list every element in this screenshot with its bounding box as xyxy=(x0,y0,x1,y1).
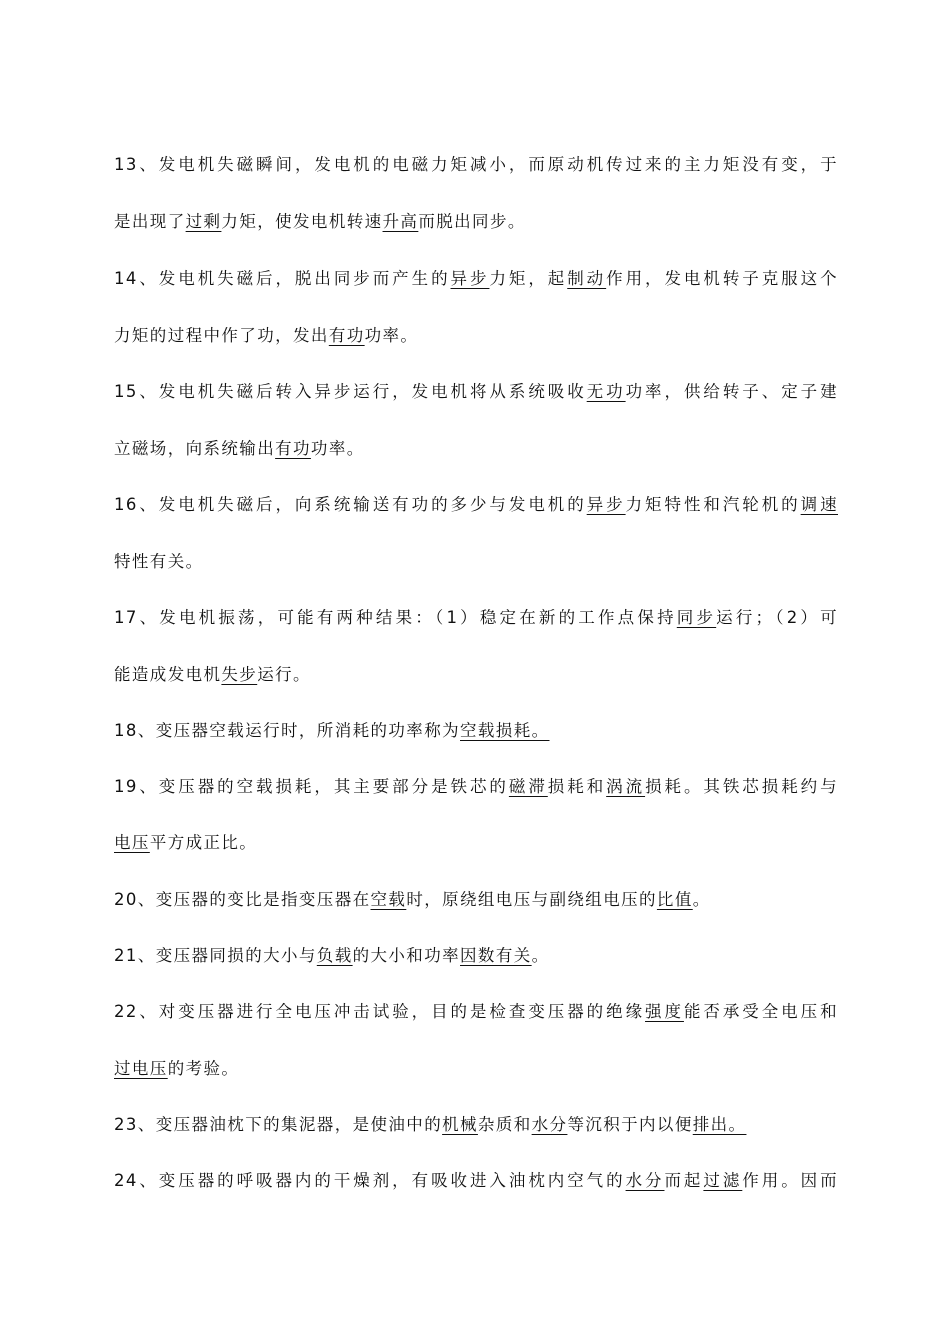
answer-blank: 异步 xyxy=(586,495,626,514)
text-line xyxy=(114,1058,838,1080)
line-text: 立磁场，向系统输出 xyxy=(114,439,276,458)
line-text: 的大小和功率 xyxy=(352,946,461,965)
line-text: 作用。因而 xyxy=(742,1171,838,1190)
text-line xyxy=(114,776,838,798)
text-line xyxy=(114,551,838,573)
text-line xyxy=(114,720,838,742)
line-text: 力矩的过程中作了功，发出 xyxy=(114,326,329,345)
answer-blank: 同步 xyxy=(676,608,717,627)
answer-blank: 涡流 xyxy=(606,777,646,796)
answer-blank: 电压 xyxy=(114,833,150,852)
line-text: 杂质和 xyxy=(477,1115,532,1134)
line-text: 17、发电机振荡，可能有两种结果：（1）稳定在新的工作点保持 xyxy=(114,608,677,627)
line-text: 而脱出同步。 xyxy=(418,212,526,231)
text-line xyxy=(114,494,838,516)
answer-blank: 磁滞 xyxy=(508,777,548,796)
answer-blank: 空载损耗。 xyxy=(460,721,550,740)
line-text: 15、发电机失磁后转入异步运行，发电机将从系统吸收 xyxy=(114,382,587,401)
line-text: 是出现了 xyxy=(114,212,186,231)
answer-blank: 强度 xyxy=(645,1002,684,1021)
text-line xyxy=(114,832,838,854)
answer-blank: 水分 xyxy=(625,1171,665,1190)
answer-blank: 过电压 xyxy=(114,1059,168,1078)
answer-blank: 过滤 xyxy=(703,1171,743,1190)
line-text: 19、变压器的空载损耗，其主要部分是铁芯的 xyxy=(114,777,509,796)
line-text: 力矩特性和汽轮机的 xyxy=(625,495,801,514)
text-line xyxy=(114,268,838,290)
answer-blank: 有功 xyxy=(328,326,365,345)
answer-blank: 过剩 xyxy=(185,212,222,231)
line-text: 特性有关。 xyxy=(114,552,204,571)
answer-blank: 空载 xyxy=(370,890,407,909)
line-text: 22、对变压器进行全电压冲击试验，目的是检查变压器的绝缘 xyxy=(114,1002,646,1021)
line-text: 21、变压器同损的大小与 xyxy=(114,946,317,965)
answer-blank: 水分 xyxy=(531,1115,568,1134)
text-line xyxy=(114,381,838,403)
answer-blank: 失步 xyxy=(221,665,258,684)
text-line xyxy=(114,664,838,686)
text-line xyxy=(114,154,838,176)
line-text: 16、发电机失磁后，向系统输送有功的多少与发电机的 xyxy=(114,495,587,514)
line-text: 力矩，起 xyxy=(489,269,568,288)
line-text: 功率。 xyxy=(310,439,365,458)
answer-blank: 调速 xyxy=(800,495,838,514)
answer-blank: 机械 xyxy=(442,1115,478,1134)
answer-blank: 排出。 xyxy=(692,1115,747,1134)
line-text: 的考验。 xyxy=(167,1059,240,1078)
text-line xyxy=(114,211,838,233)
line-text: 。 xyxy=(692,890,711,909)
line-text: 损耗和 xyxy=(547,777,607,796)
line-text: 。 xyxy=(531,946,550,965)
line-text: 损耗。其铁芯损耗约与 xyxy=(645,777,838,796)
text-line xyxy=(114,325,838,347)
line-text: 时，原绕组电压与副绕组电压的 xyxy=(406,890,657,909)
line-text: 运行。 xyxy=(257,665,311,684)
line-text: 作用，发电机转子克服这个 xyxy=(606,269,838,288)
text-line xyxy=(114,889,838,911)
line-text: 20、变压器的变比是指变压器在 xyxy=(114,890,371,909)
answer-blank: 升高 xyxy=(382,212,419,231)
answer-blank: 异步 xyxy=(450,269,490,288)
line-text: 23、变压器油枕下的集泥器，是使油中的 xyxy=(114,1115,443,1134)
text-line xyxy=(114,1001,838,1023)
answer-blank: 因数有关 xyxy=(460,946,532,965)
line-text: 能造成发电机 xyxy=(114,665,222,684)
line-text: 平方成正比。 xyxy=(149,833,258,852)
answer-blank: 制动 xyxy=(567,269,607,288)
answer-blank: 有功 xyxy=(275,439,311,458)
line-text: 24、变压器的呼吸器内的干燥剂，有吸收进入油枕内空气的 xyxy=(114,1171,626,1190)
line-text: 而起 xyxy=(664,1171,704,1190)
line-text: 13、发电机失磁瞬间，发电机的电磁力矩减小，而原动机传过来的主力矩没有变，于 xyxy=(114,155,838,174)
line-text: 功率。 xyxy=(364,326,419,345)
text-line xyxy=(114,945,838,967)
line-text: 18、变压器空载运行时，所消耗的功率称为 xyxy=(114,721,460,740)
line-text: 运行；（2）可 xyxy=(716,608,838,627)
line-text: 能否承受全电压和 xyxy=(683,1002,838,1021)
answer-blank: 比值 xyxy=(656,890,693,909)
line-text: 功率，供给转子、定子建 xyxy=(625,382,838,401)
answer-blank: 负载 xyxy=(316,946,353,965)
answer-blank: 无功 xyxy=(586,382,626,401)
text-line xyxy=(114,1170,838,1192)
line-text: 等沉积于内以便 xyxy=(567,1115,693,1134)
line-text: 力矩，使发电机转速 xyxy=(221,212,383,231)
text-line xyxy=(114,438,838,460)
text-line xyxy=(114,1114,838,1136)
line-text: 14、发电机失磁后，脱出同步而产生的 xyxy=(114,269,451,288)
text-line xyxy=(114,607,838,629)
